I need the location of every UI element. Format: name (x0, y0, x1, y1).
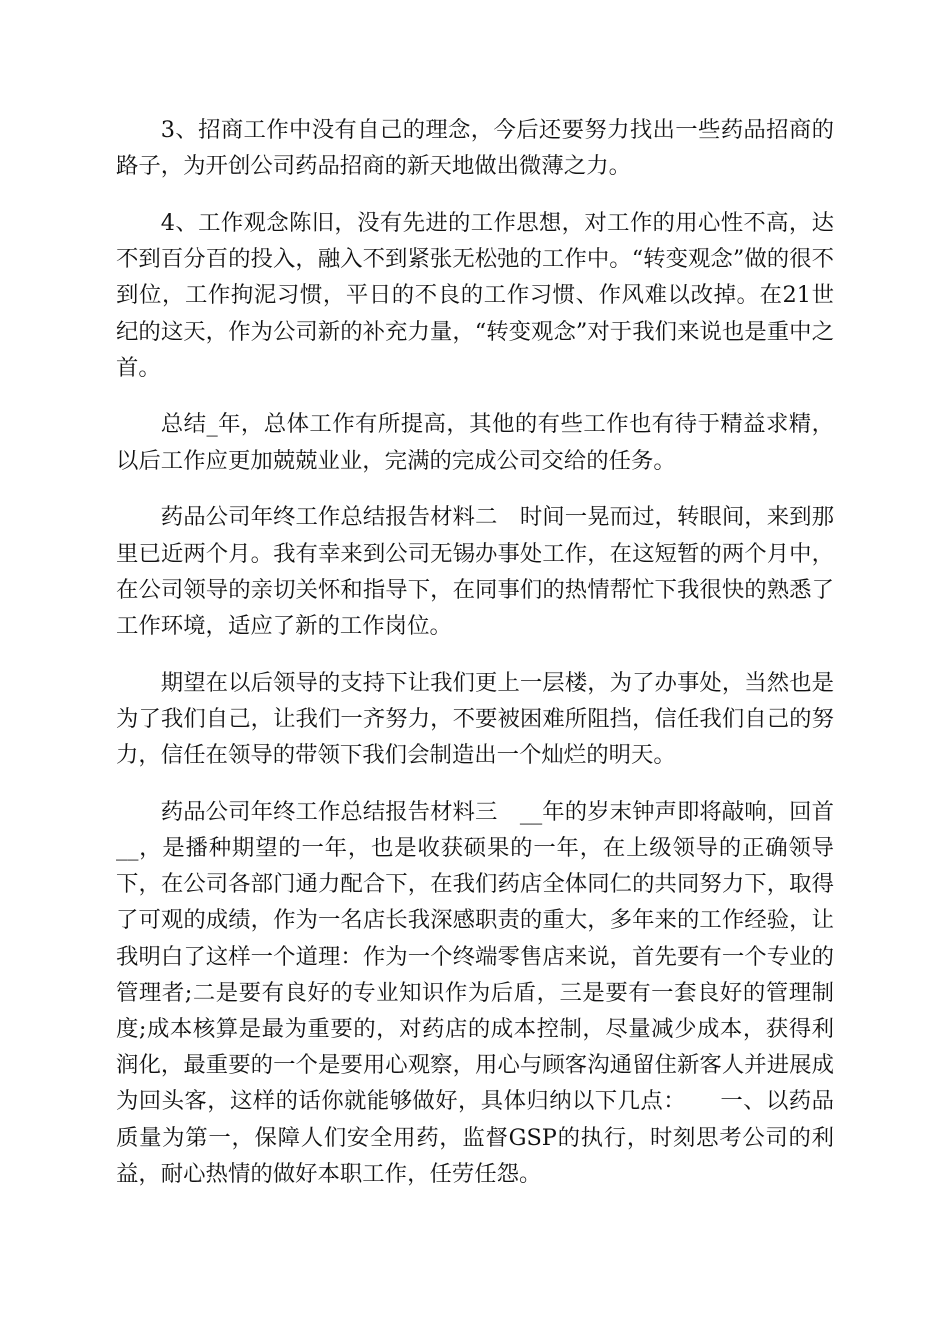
paragraph-4: 药品公司年终工作总结报告材料二 时间一晃而过，转眼间，来到那里已近两个月。我有幸来到公司无锡办事处工作，在这短暂的两个月中，在公司领导的亲切关怀和指导下，在同事们的热情帮忙下我很快的熟悉了工作环境，适应了新的工作岗位。 (116, 504, 834, 639)
paragraph-1: 3、招商工作中没有自己的理念，今后还要努力找出一些药品招商的路子，为开创公司药品招商的新天地做出微薄之力。 (116, 117, 834, 180)
paragraph-5: 期望在以后领导的支持下让我们更上一层楼，为了办事处，当然也是为了我们自己，让我们一齐努力，不要被困难所阻挡，信任我们自己的努力，信任在领导的带领下我们会制造出一个灿烂的明天。 (116, 669, 834, 769)
paragraph-6: 药品公司年终工作总结报告材料三 __年的岁末钟声即将敲响，回首__，是播种期望的一年，也是收获硕果的一年，在上级领导的正确领导下，在公司各部门通力配合下，在我们药店全体同仁的共同努力下，取得了可观的成绩，作为一名店长我深感职责的重大，多年来的工作经验，让我明白了这样一个道理：作为一个终端零售店来说，首先要有一个专业的管理者;二是要有良好的专业知识作为后盾，三是要有一套良好的管理制度;成本核算是最为重要的，对药店的成本控制，尽量减少成本，获得利润化，最重要的一个是要用心观察，用心与顾客沟通留住新客人并进展成为回头客，这样的话你就能够做好，具体归纳以下几点： 一、以药品质量为第一，保障人们安全用药，监督GSP的执行，时刻思考公司的利益，耐心热情的做好本职工作，任劳任怨。 (116, 798, 834, 1187)
paragraph-2: 4、工作观念陈旧，没有先进的工作思想，对工作的用心性不高，达不到百分百的投入，融入不到紧张无松弛的工作中。“转变观念”做的很不到位，工作拘泥习惯，平日的不良的工作习惯、作风难以改掉。在21世纪的这天，作为公司新的补充力量，“转变观念”对于我们来说也是重中之首。 (116, 209, 834, 381)
document-page (116, 112, 834, 1212)
paragraph-3: 总结_年，总体工作有所提高，其他的有些工作也有待于精益求精，以后工作应更加兢兢业业，完满的完成公司交给的任务。 (116, 411, 834, 474)
